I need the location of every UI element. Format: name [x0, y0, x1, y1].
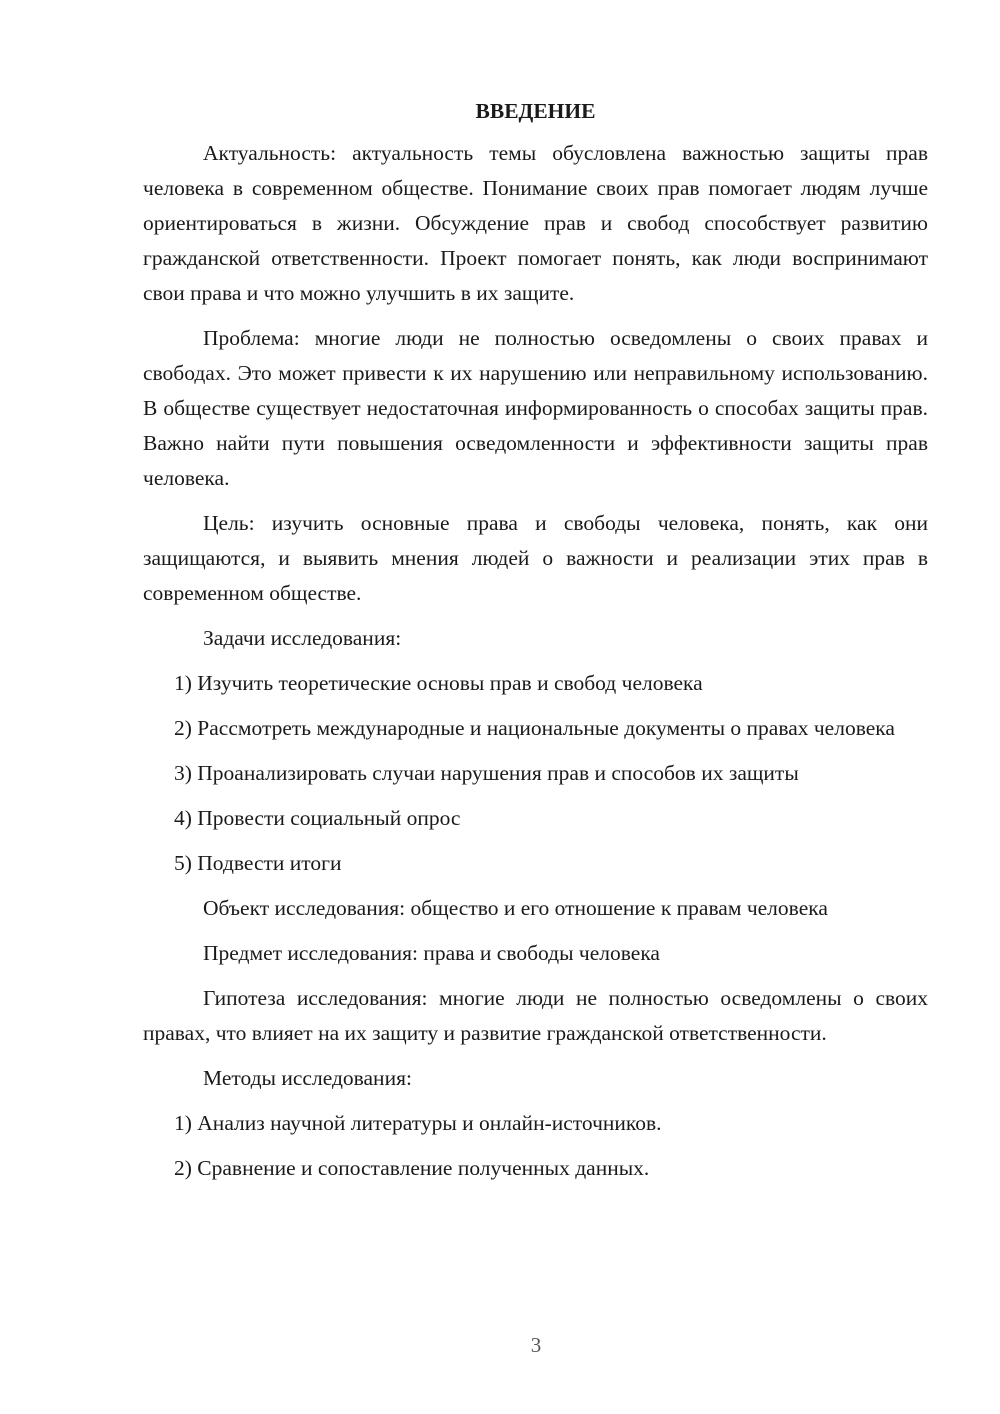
- tasks-heading: Задачи исследования:: [203, 626, 402, 650]
- goal-paragraph: Цель: изучить основные права и свободы человека, понять, как они защищаются, и выявить мнения людей о важности и реализации этих прав в современном обществе.: [143, 511, 928, 605]
- relevance-paragraph: Актуальность: актуальность темы обусловлена важностью защиты прав человека в современном обществе. Понимание своих прав помогает людям лучше ориентироваться в жизни. Обсуждение прав и свобод способствует развитию гражданской ответственности. Проект помогает понять, как люди воспринимают свои права и что можно улучшить в их защите.: [143, 141, 928, 305]
- task-item: 2) Рассмотреть международные и национальные документы о правах человека: [174, 716, 895, 740]
- task-item: 5) Подвести итоги: [174, 851, 342, 875]
- task-item: 3) Проанализировать случаи нарушения прав и способов их защиты: [174, 761, 799, 785]
- page-title: ВВЕДЕНИЕ: [475, 99, 596, 123]
- methods-heading: Методы исследования:: [203, 1066, 412, 1090]
- task-item: 1) Изучить теоретические основы прав и свобод человека: [174, 671, 703, 695]
- research-hypothesis: Гипотеза исследования: многие люди не полностью осведомлены о своих правах, что влияет на их защиту и развитие гражданской ответственности.: [143, 986, 928, 1045]
- page-number: 3: [530, 1333, 542, 1357]
- method-item: 1) Анализ научной литературы и онлайн-источников.: [174, 1111, 662, 1135]
- task-item: 4) Провести социальный опрос: [174, 806, 461, 830]
- document-page: [143, 96, 928, 1196]
- method-item: 2) Сравнение и сопоставление полученных данных.: [174, 1156, 650, 1180]
- research-subject: Предмет исследования: права и свободы человека: [203, 941, 660, 965]
- research-object: Объект исследования: общество и его отношение к правам человека: [203, 896, 828, 920]
- problem-paragraph: Проблема: многие люди не полностью осведомлены о своих правах и свободах. Это может привести к их нарушению или неправильному использованию. В обществе существует недостаточная информированность о способах защиты прав. Важно найти пути повышения осведомленности и эффективности защиты прав человека.: [143, 326, 928, 490]
